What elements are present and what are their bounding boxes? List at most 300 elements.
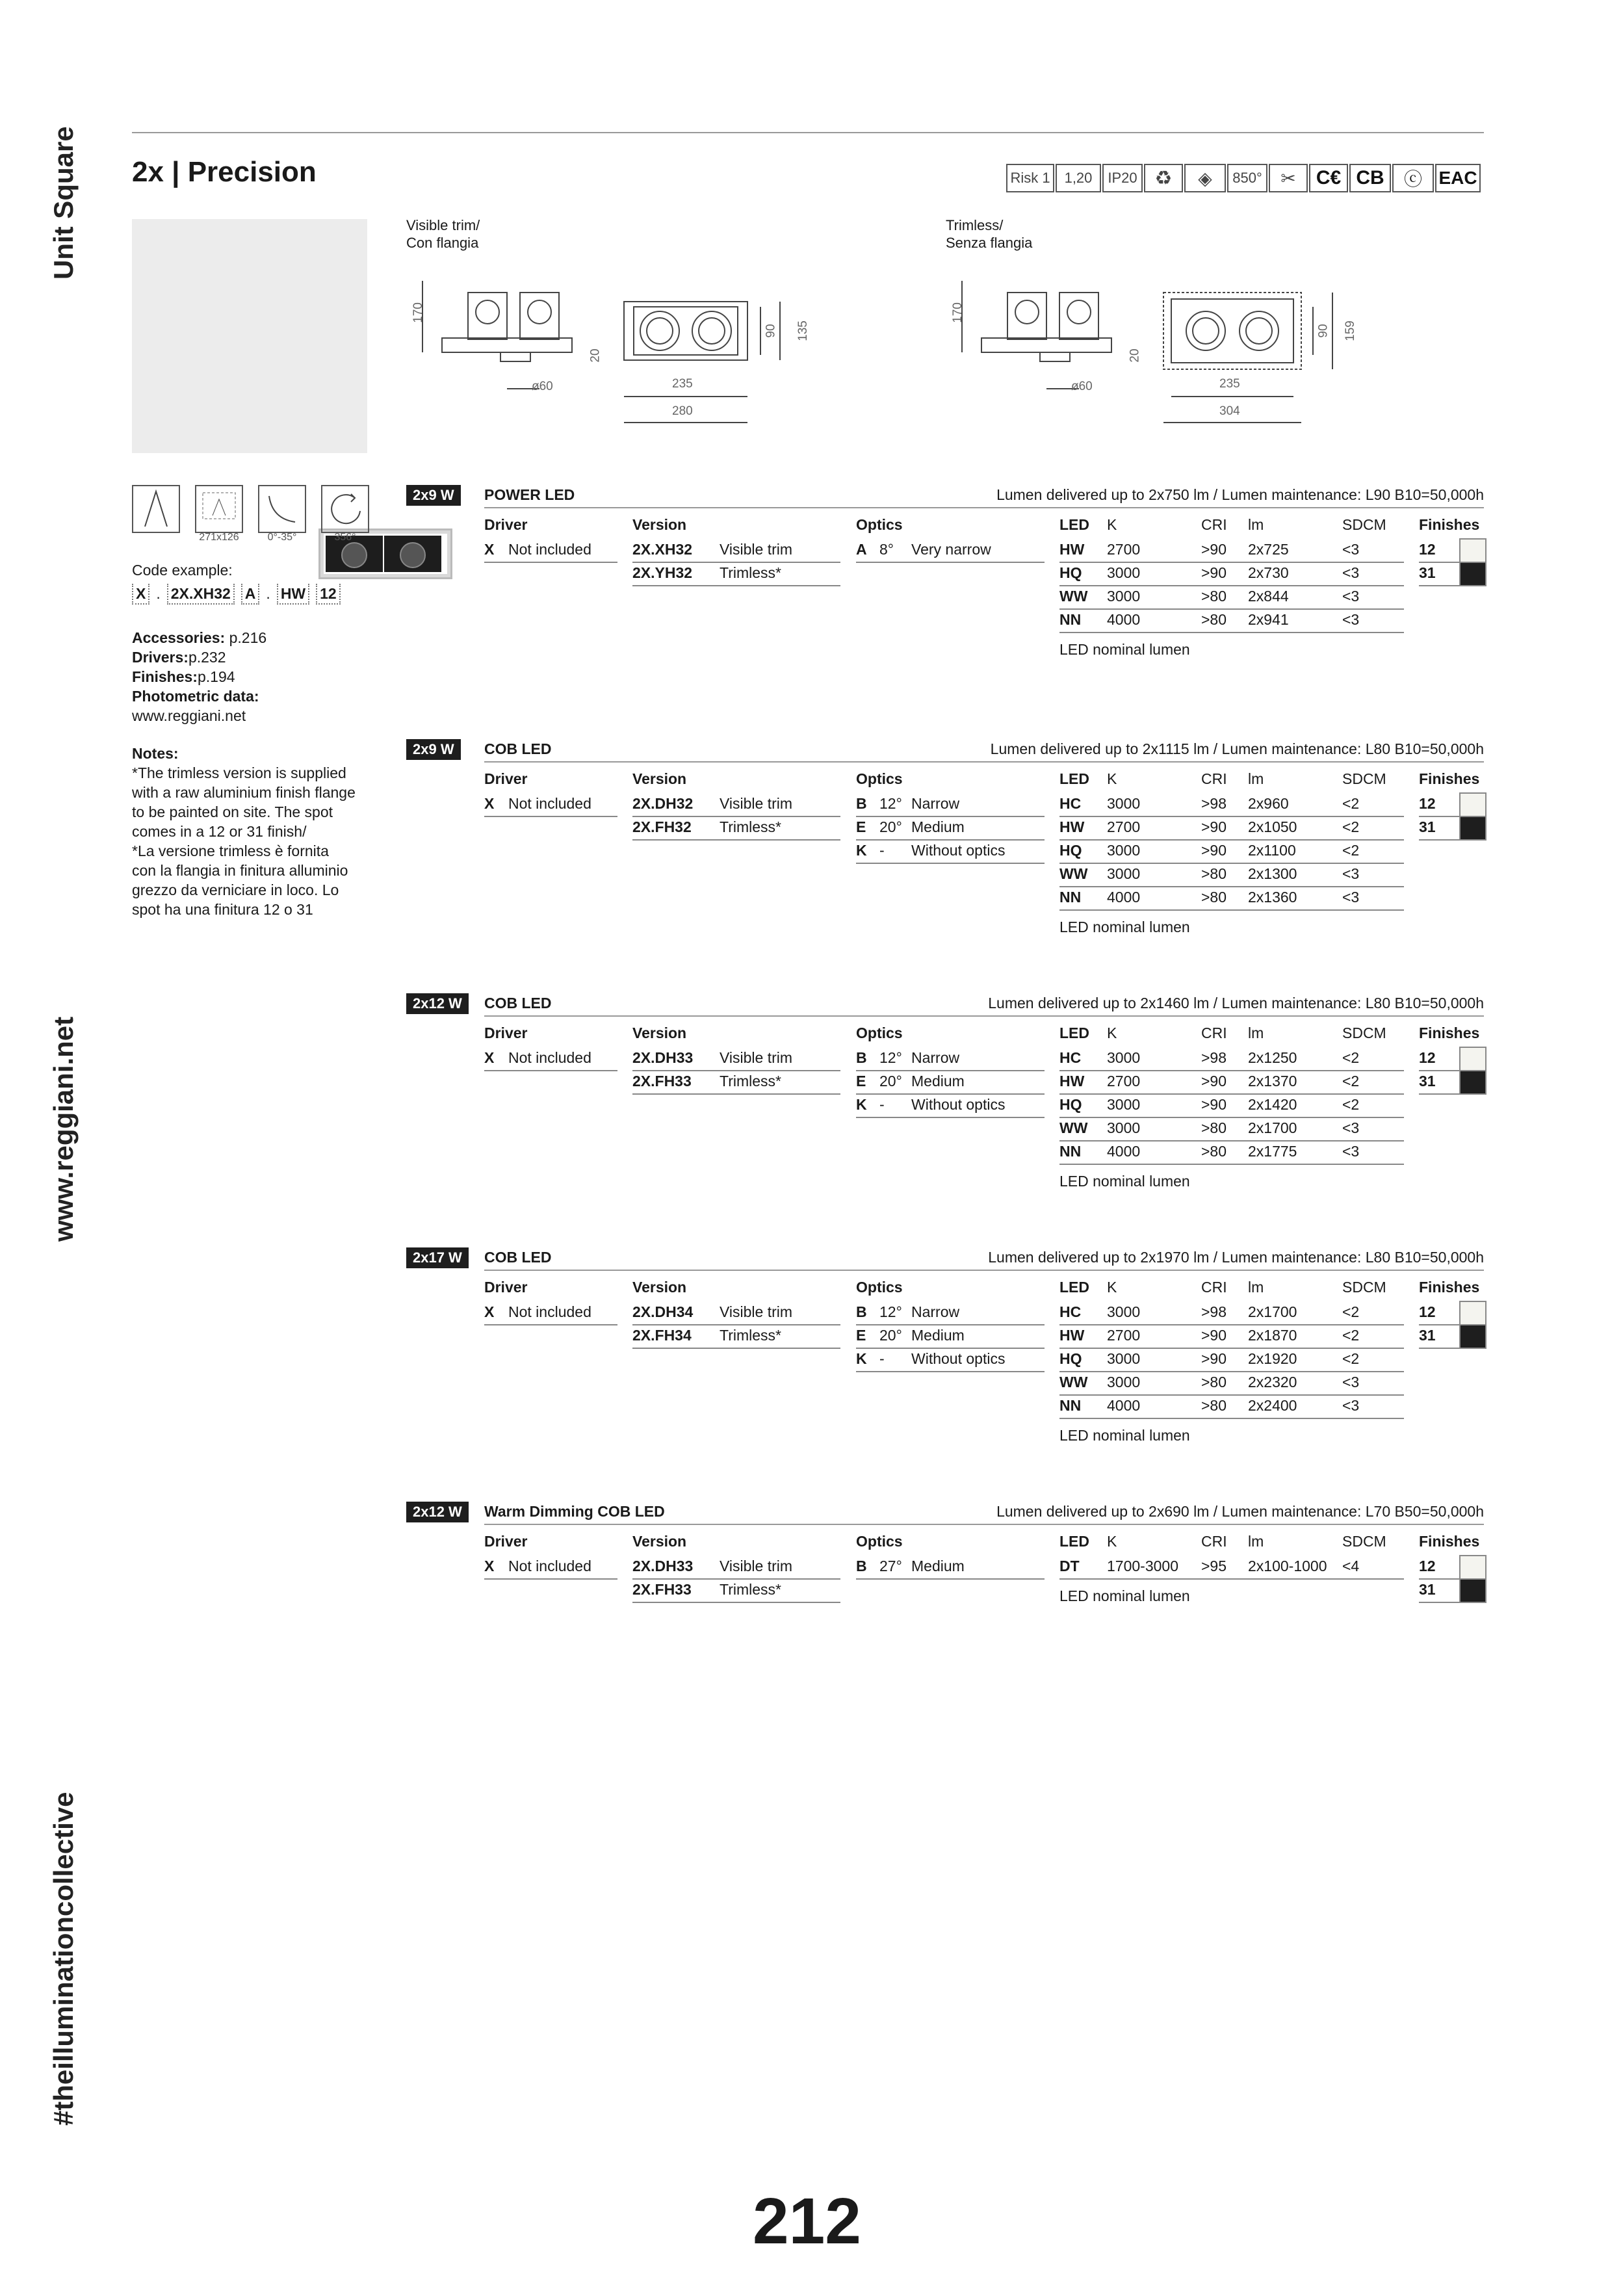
led-kelvin: 4000 — [1107, 1397, 1141, 1414]
driver-label: Not included — [508, 1303, 591, 1320]
led-kelvin: 2700 — [1107, 1327, 1141, 1344]
led-kelvin: 3000 — [1107, 865, 1141, 882]
risk-group-mark: Risk 1 — [1006, 164, 1054, 192]
led-sdcm: <3 — [1342, 1119, 1360, 1136]
lumen-info: Lumen delivered up to 2x690 lm / Lumen maintenance: L70 B50=50,000h — [996, 1503, 1484, 1520]
led-code: HW — [1059, 541, 1085, 558]
optics-angle: 20° — [879, 1073, 902, 1089]
row-rule — [1059, 816, 1404, 817]
trimless-flange-dim: 20 — [1128, 348, 1142, 363]
finish-code: 12 — [1419, 1303, 1436, 1320]
visible-flange-dim: 20 — [588, 348, 603, 363]
row-rule — [856, 1324, 1045, 1325]
optics-code: B — [856, 795, 867, 812]
row-rule — [1059, 1093, 1404, 1095]
led-kelvin: 1700-3000 — [1107, 1558, 1178, 1574]
sdcm-header: SDCM — [1342, 1279, 1386, 1296]
visible-trim-caption: Visible trim/ Con flangia — [406, 217, 480, 251]
kelvin-header: K — [1107, 770, 1117, 787]
optics-label: Narrow — [911, 795, 960, 812]
led-code: HC — [1059, 1303, 1082, 1320]
product-photo — [132, 219, 367, 453]
driver-label: Not included — [508, 1558, 591, 1574]
row-rule — [1059, 562, 1404, 563]
led-cri: >90 — [1201, 818, 1227, 835]
lumen-header: lm — [1248, 1533, 1264, 1550]
optics-label: Medium — [911, 818, 965, 835]
lumen-info: Lumen delivered up to 2x1115 lm / Lumen maintenance: L80 B10=50,000h — [990, 740, 1484, 757]
led-kelvin: 2700 — [1107, 1073, 1141, 1089]
led-lumen: 2x960 — [1248, 795, 1289, 812]
version-label: Visible trim — [720, 541, 793, 558]
row-rule — [632, 1602, 840, 1603]
code-led: HW — [277, 584, 309, 605]
led-lumen: 2x725 — [1248, 541, 1289, 558]
version-code: 2X.DH34 — [632, 1303, 694, 1320]
led-cri: >95 — [1201, 1558, 1227, 1574]
code-finish: 12 — [316, 584, 341, 605]
row-rule — [1419, 1348, 1484, 1349]
row-rule — [632, 1093, 840, 1095]
trimless-outer-width-dim: 304 — [1219, 404, 1240, 418]
version-label: Visible trim — [720, 1558, 793, 1574]
sidebar-hashtag: #theilluminationcollective — [48, 1792, 79, 2126]
finishes-header: Finishes — [1419, 516, 1480, 533]
finish-swatch — [1459, 792, 1487, 817]
version-header: Version — [632, 516, 687, 533]
optics-label: Narrow — [911, 1303, 960, 1320]
code-driver: X — [132, 584, 149, 605]
row-rule — [856, 863, 1045, 864]
version-header: Version — [632, 1279, 687, 1296]
led-code: HW — [1059, 818, 1085, 835]
driver-mark-icon: ◈ — [1184, 164, 1226, 192]
visible-diameter-dim: ø60 — [532, 380, 553, 393]
finish-swatch — [1459, 1324, 1487, 1349]
section-title: COB LED — [484, 740, 552, 757]
lumen-header: lm — [1248, 1279, 1264, 1296]
lumen-header: lm — [1248, 770, 1264, 787]
version-label: Trimless* — [720, 1327, 781, 1344]
power-badge: 2x17 W — [406, 1247, 469, 1268]
optics-angle: - — [879, 1096, 885, 1113]
led-code: HQ — [1059, 842, 1082, 859]
optics-angle: 12° — [879, 1303, 902, 1320]
led-sdcm: <3 — [1342, 865, 1360, 882]
distance-mark: 1,20 — [1056, 164, 1101, 192]
finishes-header: Finishes — [1419, 1279, 1480, 1296]
led-cri: >90 — [1201, 1096, 1227, 1113]
optics-code: B — [856, 1049, 867, 1066]
version-label: Trimless* — [720, 564, 781, 581]
section-rule — [484, 1270, 1484, 1271]
finish-swatch — [1459, 1301, 1487, 1325]
code-separator: . — [266, 585, 270, 602]
section-title: POWER LED — [484, 486, 575, 503]
led-kelvin: 3000 — [1107, 1350, 1141, 1367]
led-lumen: 2x730 — [1248, 564, 1289, 581]
led-code: HC — [1059, 795, 1082, 812]
row-rule — [1419, 839, 1484, 841]
led-lumen: 2x1100 — [1248, 842, 1296, 859]
power-badge: 2x12 W — [406, 993, 469, 1014]
led-kelvin: 3000 — [1107, 1303, 1141, 1320]
nominal-lumen-note: LED nominal lumen — [1059, 1173, 1190, 1190]
trimless-inner-height-dim: 90 — [1316, 324, 1331, 338]
led-cri: >80 — [1201, 889, 1227, 906]
driver-header: Driver — [484, 1533, 528, 1550]
led-sdcm: <3 — [1342, 1374, 1360, 1390]
optics-angle: - — [879, 1350, 885, 1367]
led-lumen: 2x1700 — [1248, 1303, 1297, 1320]
finishes-header: Finishes — [1419, 1024, 1480, 1041]
optics-angle: 20° — [879, 818, 902, 835]
trimless-diameter-dim: ø60 — [1071, 380, 1093, 393]
cb-mark: CB — [1349, 164, 1391, 192]
led-code: WW — [1059, 1374, 1088, 1390]
glow-wire-mark: 850° — [1227, 164, 1267, 192]
rotation-icon: 356° — [321, 485, 369, 533]
row-rule — [856, 1070, 1045, 1071]
led-header: LED — [1059, 1024, 1089, 1041]
optics-angle: 20° — [879, 1327, 902, 1344]
tilt-icon: 0°-35° — [258, 485, 306, 533]
section-rule — [484, 1015, 1484, 1017]
led-kelvin: 3000 — [1107, 1049, 1141, 1066]
lumen-header: lm — [1248, 1024, 1264, 1041]
visible-width-dim: 235 — [672, 377, 693, 391]
led-cri: >90 — [1201, 564, 1227, 581]
led-header: LED — [1059, 516, 1089, 533]
optics-code: B — [856, 1303, 867, 1320]
nominal-lumen-note: LED nominal lumen — [1059, 919, 1190, 935]
led-lumen: 2x1420 — [1248, 1096, 1297, 1113]
led-sdcm: <2 — [1342, 1303, 1360, 1320]
led-cri: >90 — [1201, 1327, 1227, 1344]
version-label: Trimless* — [720, 1581, 781, 1598]
lumen-header: lm — [1248, 516, 1264, 533]
version-code: 2X.XH32 — [632, 541, 693, 558]
row-rule — [856, 1371, 1045, 1372]
finish-swatch — [1459, 1047, 1487, 1071]
led-code: HC — [1059, 1049, 1082, 1066]
finishes-header: Finishes — [1419, 1533, 1480, 1550]
led-lumen: 2x1370 — [1248, 1073, 1297, 1089]
led-cri: >98 — [1201, 1303, 1227, 1320]
row-rule — [632, 1348, 840, 1349]
finish-code: 31 — [1419, 1327, 1436, 1344]
row-rule — [632, 585, 840, 586]
visible-trim-drawing — [403, 273, 819, 429]
code-example — [132, 584, 341, 605]
led-code: DT — [1059, 1558, 1080, 1574]
finish-swatch — [1459, 562, 1487, 586]
version-header: Version — [632, 1024, 687, 1041]
driver-header: Driver — [484, 516, 528, 533]
cri-header: CRI — [1201, 770, 1227, 787]
optics-header: Optics — [856, 516, 903, 533]
led-header: LED — [1059, 770, 1089, 787]
row-rule — [1059, 1117, 1404, 1118]
version-code: 2X.DH33 — [632, 1558, 694, 1574]
optics-code: E — [856, 1327, 866, 1344]
optics-label: Very narrow — [911, 541, 991, 558]
optics-code: B — [856, 1558, 867, 1574]
visible-height-dim: 170 — [411, 302, 425, 323]
finish-code: 12 — [1419, 1558, 1436, 1574]
led-cri: >80 — [1201, 1374, 1227, 1390]
cutout-icon: 271x126 — [195, 485, 243, 533]
led-code: NN — [1059, 1397, 1082, 1414]
led-kelvin: 4000 — [1107, 1143, 1141, 1160]
led-kelvin: 3000 — [1107, 842, 1141, 859]
optics-header: Optics — [856, 770, 903, 787]
nominal-lumen-note: LED nominal lumen — [1059, 1587, 1190, 1604]
trimless-drawing — [942, 273, 1358, 429]
code-version: 2X.XH32 — [167, 584, 235, 605]
led-lumen: 2x1920 — [1248, 1350, 1297, 1367]
row-rule — [1419, 585, 1484, 586]
row-rule — [1059, 1070, 1404, 1071]
beam-icon — [132, 485, 180, 533]
finish-code: 31 — [1419, 564, 1436, 581]
finish-swatch — [1459, 1555, 1487, 1580]
row-rule — [856, 1117, 1045, 1118]
sidebar-brand: Unit Square — [48, 126, 79, 280]
led-sdcm: <2 — [1342, 1049, 1360, 1066]
finish-code: 12 — [1419, 1049, 1436, 1066]
row-rule — [856, 839, 1045, 841]
led-code: NN — [1059, 889, 1082, 906]
led-lumen: 2x2400 — [1248, 1397, 1297, 1414]
row-rule — [856, 1093, 1045, 1095]
visible-inner-height-dim: 90 — [764, 324, 778, 338]
led-code: HW — [1059, 1073, 1085, 1089]
row-rule — [484, 816, 617, 817]
version-code: 2X.DH33 — [632, 1049, 694, 1066]
sdcm-header: SDCM — [1342, 1024, 1386, 1041]
led-lumen: 2x1050 — [1248, 818, 1297, 835]
optics-angle: 12° — [879, 1049, 902, 1066]
led-sdcm: <3 — [1342, 1397, 1360, 1414]
page-title: 2x | Precision — [132, 156, 317, 188]
lumen-info: Lumen delivered up to 2x1460 lm / Lumen maintenance: L80 B10=50,000h — [988, 995, 1484, 1011]
led-header: LED — [1059, 1279, 1089, 1296]
led-cri: >80 — [1201, 588, 1227, 605]
row-rule — [1059, 1140, 1404, 1141]
driver-header: Driver — [484, 770, 528, 787]
driver-label: Not included — [508, 795, 591, 812]
driver-label: Not included — [508, 541, 591, 558]
sidebar-website: www.reggiani.net — [48, 1016, 79, 1242]
driver-header: Driver — [484, 1279, 528, 1296]
row-rule — [632, 1578, 840, 1580]
sdcm-header: SDCM — [1342, 1533, 1386, 1550]
led-kelvin: 3000 — [1107, 795, 1141, 812]
row-rule — [856, 1578, 1045, 1580]
led-kelvin: 3000 — [1107, 588, 1141, 605]
led-sdcm: <2 — [1342, 842, 1360, 859]
trimless-caption: Trimless/ Senza flangia — [946, 217, 1033, 251]
led-cri: >80 — [1201, 865, 1227, 882]
led-cri: >98 — [1201, 1049, 1227, 1066]
led-cri: >90 — [1201, 1073, 1227, 1089]
led-cri: >98 — [1201, 795, 1227, 812]
finishes-header: Finishes — [1419, 770, 1480, 787]
optics-header: Optics — [856, 1533, 903, 1550]
led-sdcm: <3 — [1342, 611, 1360, 628]
row-rule — [1059, 839, 1404, 841]
finish-swatch — [1459, 1578, 1487, 1603]
code-separator: . — [156, 585, 161, 602]
led-kelvin: 3000 — [1107, 564, 1141, 581]
led-kelvin: 3000 — [1107, 1119, 1141, 1136]
led-cri: >80 — [1201, 1143, 1227, 1160]
led-code: NN — [1059, 611, 1082, 628]
code-optics: A — [241, 584, 260, 605]
optics-header: Optics — [856, 1279, 903, 1296]
kelvin-header: K — [1107, 1024, 1117, 1041]
version-header: Version — [632, 1533, 687, 1550]
led-lumen: 2x1300 — [1248, 865, 1297, 882]
led-sdcm: <4 — [1342, 1558, 1360, 1574]
led-lumen: 2x1250 — [1248, 1049, 1297, 1066]
power-badge: 2x12 W — [406, 1502, 469, 1522]
led-sdcm: <2 — [1342, 795, 1360, 812]
led-kelvin: 3000 — [1107, 1374, 1141, 1390]
row-rule — [1059, 585, 1404, 586]
led-cri: >80 — [1201, 1397, 1227, 1414]
eac-mark: EAC — [1435, 164, 1481, 192]
kelvin-header: K — [1107, 1533, 1117, 1550]
section-title: COB LED — [484, 1249, 552, 1266]
version-code: 2X.FH33 — [632, 1581, 692, 1598]
optics-label: Without optics — [911, 1096, 1006, 1113]
led-lumen: 2x844 — [1248, 588, 1289, 605]
row-rule — [1059, 1371, 1404, 1372]
nominal-lumen-note: LED nominal lumen — [1059, 1427, 1190, 1444]
section-title: COB LED — [484, 995, 552, 1011]
optics-label: Medium — [911, 1327, 965, 1344]
row-rule — [484, 1578, 617, 1580]
header-rule — [132, 132, 1484, 133]
row-rule — [856, 562, 1045, 563]
version-code: 2X.FH34 — [632, 1327, 692, 1344]
optics-code: E — [856, 1073, 866, 1089]
finish-swatch — [1459, 538, 1487, 563]
optics-label: Narrow — [911, 1049, 960, 1066]
driver-label: Not included — [508, 1049, 591, 1066]
row-rule — [1059, 632, 1404, 633]
version-code: 2X.YH32 — [632, 564, 693, 581]
led-kelvin: 3000 — [1107, 1096, 1141, 1113]
row-rule — [1059, 909, 1404, 911]
cri-header: CRI — [1201, 1024, 1227, 1041]
section-rule — [484, 1524, 1484, 1525]
row-rule — [1059, 863, 1404, 864]
notes: Notes: *The trimless version is supplied with a raw aluminium finish flange to be painted on site. The spot comes in a 12 or 31 finish/ *La versione trimless è fornita con la flangia in finitura alluminio grezzo da verniciare in loco. Lo spot ha una finitura 12 o 31 — [132, 745, 356, 918]
ce-mark: C€ — [1309, 164, 1348, 192]
row-rule — [1059, 1164, 1404, 1165]
led-code: WW — [1059, 1119, 1088, 1136]
row-rule — [484, 1324, 617, 1325]
no-insulation-icon: ✂ — [1269, 164, 1308, 192]
led-sdcm: <3 — [1342, 541, 1360, 558]
led-code: NN — [1059, 1143, 1082, 1160]
recycle-icon: ♻ — [1144, 164, 1183, 192]
row-rule — [632, 1324, 840, 1325]
led-lumen: 2x2320 — [1248, 1374, 1297, 1390]
led-cri: >80 — [1201, 611, 1227, 628]
section-rule — [484, 507, 1484, 508]
power-badge: 2x9 W — [406, 485, 461, 506]
optics-label: Without optics — [911, 842, 1006, 859]
row-rule — [1419, 1602, 1484, 1603]
version-label: Trimless* — [720, 818, 781, 835]
finish-code: 31 — [1419, 1581, 1436, 1598]
optics-code: K — [856, 1096, 867, 1113]
trimless-outer-height-dim: 159 — [1343, 320, 1357, 341]
driver-code: X — [484, 1558, 495, 1574]
led-cri: >90 — [1201, 842, 1227, 859]
lumen-info: Lumen delivered up to 2x1970 lm / Lumen maintenance: L80 B10=50,000h — [988, 1249, 1484, 1266]
lumen-info: Lumen delivered up to 2x750 lm / Lumen maintenance: L90 B10=50,000h — [996, 486, 1484, 503]
row-rule — [856, 1348, 1045, 1349]
led-kelvin: 4000 — [1107, 889, 1141, 906]
finish-swatch — [1459, 1070, 1487, 1095]
led-cri: >90 — [1201, 1350, 1227, 1367]
finish-code: 12 — [1419, 541, 1436, 558]
led-sdcm: <2 — [1342, 1327, 1360, 1344]
optics-code: K — [856, 842, 867, 859]
version-label: Trimless* — [720, 1073, 781, 1089]
row-rule — [1059, 1418, 1404, 1419]
optics-label: Without optics — [911, 1350, 1006, 1367]
optics-angle: - — [879, 842, 885, 859]
driver-header: Driver — [484, 1024, 528, 1041]
driver-code: X — [484, 795, 495, 812]
finish-code: 31 — [1419, 818, 1436, 835]
kelvin-header: K — [1107, 1279, 1117, 1296]
cri-header: CRI — [1201, 516, 1227, 533]
led-sdcm: <3 — [1342, 1143, 1360, 1160]
led-code: HQ — [1059, 564, 1082, 581]
version-label: Visible trim — [720, 795, 793, 812]
led-sdcm: <2 — [1342, 1350, 1360, 1367]
row-rule — [1059, 608, 1404, 610]
optics-code: A — [856, 541, 867, 558]
visible-outer-height-dim: 135 — [796, 320, 810, 341]
led-lumen: 2x941 — [1248, 611, 1289, 628]
driver-code: X — [484, 541, 495, 558]
row-rule — [1059, 886, 1404, 887]
version-code: 2X.DH32 — [632, 795, 694, 812]
trimless-height-dim: 170 — [950, 302, 965, 323]
optics-label: Medium — [911, 1558, 965, 1574]
row-rule — [632, 562, 840, 563]
row-rule — [856, 816, 1045, 817]
ip-rating-mark: IP20 — [1102, 164, 1143, 192]
led-cri: >90 — [1201, 541, 1227, 558]
version-code: 2X.FH32 — [632, 818, 692, 835]
led-sdcm: <2 — [1342, 1096, 1360, 1113]
optics-code: E — [856, 818, 866, 835]
row-rule — [1059, 1394, 1404, 1396]
led-sdcm: <2 — [1342, 1073, 1360, 1089]
finish-swatch — [1459, 816, 1487, 841]
led-code: WW — [1059, 588, 1088, 605]
row-rule — [632, 839, 840, 841]
